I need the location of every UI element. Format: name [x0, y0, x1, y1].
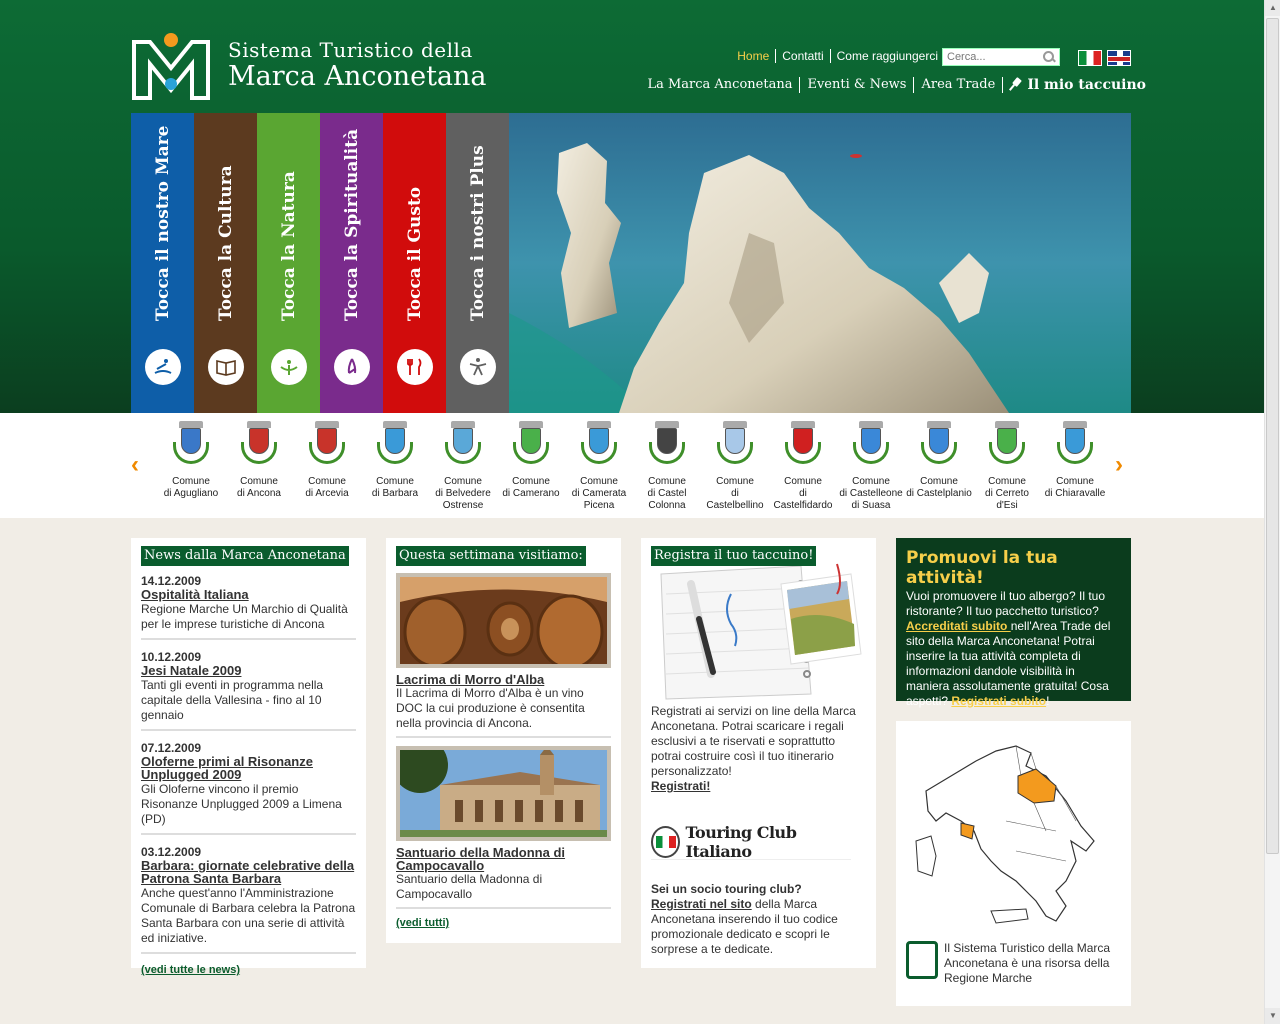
site-logo[interactable]	[130, 30, 487, 100]
comune-label-1: Comune	[308, 476, 346, 487]
pin-icon	[1010, 78, 1022, 90]
comune-item[interactable]	[837, 418, 905, 512]
nav-area-trade[interactable]: Area Trade	[914, 77, 1003, 93]
comune-label-2: di Arcevia	[305, 488, 349, 499]
comune-label-2: di Chiaravalle	[1044, 488, 1106, 499]
taccuino-heading: Registra il tuo taccuino!	[651, 546, 816, 566]
news-box	[131, 538, 366, 976]
nav-contatti[interactable]: Contatti	[776, 49, 830, 63]
comune-label-3: Castelfidardo	[773, 500, 833, 511]
comune-item[interactable]	[633, 418, 701, 512]
touring-club-name: Touring Club Italiano	[685, 822, 797, 861]
comune-label-3: Colonna	[648, 500, 686, 511]
fork-knife-icon	[397, 349, 433, 385]
promo-text-3: !	[1046, 694, 1050, 708]
news-desc: Anche quest'anno l'Amministrazione Comunale di Barbara celebra la Patrona Santa Barbara con una serie di attività ed iniziative.	[141, 886, 356, 945]
logo-line2: Marca Anconetana	[228, 61, 487, 92]
comune-crest-icon	[633, 418, 701, 476]
theme-tab[interactable]	[446, 113, 509, 413]
comune-label-2: di Camerata	[571, 488, 627, 499]
all-news-link[interactable]: (vedi tutte le news)	[141, 964, 241, 976]
map-box	[896, 721, 1131, 1006]
news-desc: Gli Oloferne vincono il premio Risonanze Unplugged 2009 a Limena (PD)	[141, 782, 342, 826]
comune-item[interactable]	[1041, 418, 1109, 512]
comune-label-2: di Barbara	[371, 488, 419, 499]
comune-crest-icon	[769, 418, 837, 476]
comune-label-1: Comune	[648, 476, 686, 487]
carousel-next-arrow-icon[interactable]: ›	[1115, 451, 1123, 478]
spirit-icon	[334, 349, 370, 385]
visit-heading: Questa settimana visitiamo:	[396, 546, 586, 566]
comune-label-2: di	[731, 488, 739, 499]
visit-item-title[interactable]: Lacrima di Morro d'Alba	[396, 672, 545, 687]
theme-tab-label: Tocca la Spiritualità	[341, 128, 362, 321]
registrati-subito-link[interactable]: Registrati subito	[951, 694, 1047, 708]
comuni-list	[157, 418, 1109, 512]
italy-map[interactable]	[906, 731, 1106, 931]
top-navigation	[731, 49, 944, 63]
news-title[interactable]: Oloferne primi al Risonanze Unplugged 2009	[141, 754, 313, 782]
comune-item[interactable]	[157, 418, 225, 512]
hero-photo	[509, 113, 1131, 413]
comune-label-2: di Agugliano	[163, 488, 219, 499]
tci-text-body: della Marca Anconetana inserendo il tuo codice promozionale dedicato e scopri le sorprese a te dedicate.	[651, 897, 838, 956]
comune-label-1: Comune	[920, 476, 958, 487]
comune-label-2: di Belvedere	[435, 488, 491, 499]
comune-label-1: Comune	[240, 476, 278, 487]
comune-label-2: di Ancona	[237, 488, 281, 499]
nav-come-raggiungerci[interactable]: Come raggiungerci	[836, 49, 938, 63]
theme-tab-label: Tocca i nostri Plus	[467, 145, 488, 321]
news-heading: News dalla Marca Anconetana	[141, 546, 349, 566]
comune-crest-icon	[497, 418, 565, 476]
comune-item[interactable]	[905, 418, 973, 512]
news-item	[141, 574, 356, 640]
main-navigation	[640, 77, 1146, 93]
nav-mio-taccuino-label: Il mio taccuino	[1027, 77, 1146, 93]
promo-text	[906, 589, 1121, 709]
promo-text-2: nell'Area Trade del sito della Marca Anconetana! Potrai inserire la tua attività completa di informazioni dandole visibilità in maniera assolutamente gratuita! Cosa aspetti?	[906, 619, 1111, 708]
comuni-carousel	[131, 418, 1131, 516]
hero	[131, 113, 1131, 413]
comune-label-3: Ostrense	[442, 500, 484, 511]
theme-tab[interactable]	[257, 113, 320, 413]
news-item	[141, 650, 356, 731]
touring-club-badge-icon	[651, 826, 680, 858]
promo-text-1: Vuoi promuovere il tuo albergo? Il tuo ristorante? Il tuo pacchetto turistico?	[906, 589, 1106, 618]
comune-item[interactable]	[497, 418, 565, 512]
nav-mio-taccuino[interactable]	[1003, 77, 1146, 93]
comune-item[interactable]	[769, 418, 837, 512]
nav-home[interactable]: Home	[731, 49, 776, 63]
taccuino-text: Registrati ai servizi on line della Marca Anconetana. Potrai scaricare i regali esclusivi a te riservati e soprattutto potrai costruire così il tuo itinerario personalizzato!	[651, 704, 856, 778]
comune-crest-icon	[361, 418, 429, 476]
news-title[interactable]: Ospitalità Italiana	[141, 587, 249, 602]
news-date: 14.12.2009	[141, 574, 202, 588]
comune-item[interactable]	[361, 418, 429, 512]
comune-label-3: Picena	[583, 500, 615, 511]
regione-marche-logo-icon[interactable]	[906, 941, 938, 979]
search-icon[interactable]	[1042, 50, 1056, 64]
comune-label-1: Comune	[580, 476, 618, 487]
nature-icon	[271, 349, 307, 385]
nav-eventi-news[interactable]: Eventi & News	[800, 77, 914, 93]
comune-crest-icon	[565, 418, 633, 476]
tci-text	[651, 897, 866, 957]
map-caption: Il Sistema Turistico della Marca Anconetana è una risorsa della Regione Marche	[944, 941, 1111, 985]
theme-tab[interactable]	[383, 113, 446, 413]
news-title[interactable]: Jesi Natale 2009	[141, 663, 242, 678]
divider	[396, 907, 611, 909]
comune-crest-icon	[701, 418, 769, 476]
comune-crest-icon	[905, 418, 973, 476]
comune-label-3: d'Esi	[996, 500, 1018, 511]
visit-item-title[interactable]: Santuario della Madonna di Campocavallo	[396, 845, 566, 873]
comune-label-3: Castelbellino	[706, 500, 764, 511]
comune-label-1: Comune	[376, 476, 414, 487]
notebook-image	[651, 554, 866, 704]
comune-crest-icon	[837, 418, 905, 476]
taccuino-box	[641, 538, 876, 968]
wine-cellar-image[interactable]	[396, 573, 611, 668]
scroll-down-icon[interactable]: ▼	[1265, 1008, 1280, 1024]
comune-label-2: di Cerreto	[985, 488, 1029, 499]
comune-label-1: Comune	[852, 476, 890, 487]
sea-icon	[145, 349, 181, 385]
comune-label-2: di	[799, 488, 807, 499]
theme-tab[interactable]	[194, 113, 257, 413]
news-date: 07.12.2009	[141, 741, 202, 755]
news-date: 03.12.2009	[141, 845, 202, 859]
promo-box	[896, 538, 1131, 708]
theme-tabs	[131, 113, 509, 413]
tci-register-link[interactable]: Registrati nel sito	[651, 897, 752, 911]
news-list	[141, 574, 356, 954]
theme-tab[interactable]	[320, 113, 383, 413]
visit-box	[386, 538, 621, 943]
comune-label-1: Comune	[172, 476, 210, 487]
tci-question: Sei un socio touring club?	[651, 882, 802, 896]
italian-flag-icon[interactable]	[1078, 50, 1102, 66]
scrollbar-thumb[interactable]	[1266, 18, 1279, 854]
register-link[interactable]: Registrati!	[651, 779, 711, 793]
comune-label-1: Comune	[512, 476, 550, 487]
comune-item[interactable]	[973, 418, 1041, 512]
comune-item[interactable]	[701, 418, 769, 512]
theme-tab[interactable]	[131, 113, 194, 413]
promo-title: Promuovi la tua attività!	[906, 548, 1058, 588]
comune-item[interactable]	[225, 418, 293, 512]
theme-tab-label: Tocca la Natura	[278, 171, 299, 321]
comune-crest-icon	[429, 418, 497, 476]
comune-item[interactable]	[429, 418, 497, 512]
touring-club-logo[interactable]	[651, 824, 851, 860]
news-date: 10.12.2009	[141, 650, 202, 664]
all-visits-link[interactable]: (vedi tutti)	[396, 917, 450, 929]
scroll-up-icon[interactable]: ▲	[1265, 0, 1280, 16]
carousel-prev-arrow-icon[interactable]: ‹	[131, 451, 139, 478]
news-item	[141, 741, 356, 835]
theme-tab-label: Tocca il Gusto	[404, 186, 425, 321]
sanctuary-image[interactable]	[396, 746, 611, 841]
comune-label-2: di Castelplanio	[906, 488, 972, 499]
comune-label-1: Comune	[444, 476, 482, 487]
scrollbar[interactable]	[1264, 0, 1280, 1024]
news-title[interactable]: Barbara: giornate celebrative della Patrona Santa Barbara	[141, 858, 355, 886]
comune-label-1: Comune	[716, 476, 754, 487]
logo-line1: Sistema Turistico della	[228, 38, 473, 62]
comune-item[interactable]	[293, 418, 361, 512]
comune-label-1: Comune	[1056, 476, 1094, 487]
divider	[396, 736, 611, 738]
comune-crest-icon	[973, 418, 1041, 476]
comune-label-1: Comune	[784, 476, 822, 487]
news-item	[141, 845, 356, 954]
search-input[interactable]	[942, 48, 1060, 66]
visit-item-desc: Santuario della Madonna di Campocavallo	[396, 872, 543, 901]
comune-label-2: di Camerano	[502, 488, 560, 499]
person-icon	[460, 349, 496, 385]
marca-logo-icon	[130, 30, 212, 100]
comune-crest-icon	[225, 418, 293, 476]
comune-label-2: di Castelleone	[839, 488, 903, 499]
news-desc: Tanti gli eventi in programma nella capitale della Vallesina - fino al 10 gennaio	[141, 678, 324, 722]
theme-tab-label: Tocca il nostro Mare	[152, 125, 173, 321]
english-flag-icon[interactable]	[1107, 50, 1131, 66]
comune-crest-icon	[157, 418, 225, 476]
book-icon	[208, 349, 244, 385]
comune-label-2: di Castel	[647, 488, 687, 499]
comune-label-3: di Suasa	[851, 500, 891, 511]
news-desc: Regione Marche Un Marchio di Qualità per le imprese turistiche di Ancona	[141, 602, 348, 631]
accreditati-link[interactable]: Accreditati subito	[906, 619, 1011, 633]
search-placeholder: Cerca...	[947, 51, 986, 63]
comune-item[interactable]	[565, 418, 633, 512]
comune-crest-icon	[1041, 418, 1109, 476]
comune-crest-icon	[293, 418, 361, 476]
nav-la-marca[interactable]: La Marca Anconetana	[640, 77, 800, 93]
visit-item-desc: Il Lacrima di Morro d'Alba è un vino DOC la cui produzione è consentita nella provincia di Ancona.	[396, 686, 585, 730]
comune-label-1: Comune	[988, 476, 1026, 487]
theme-tab-label: Tocca la Cultura	[215, 165, 236, 321]
